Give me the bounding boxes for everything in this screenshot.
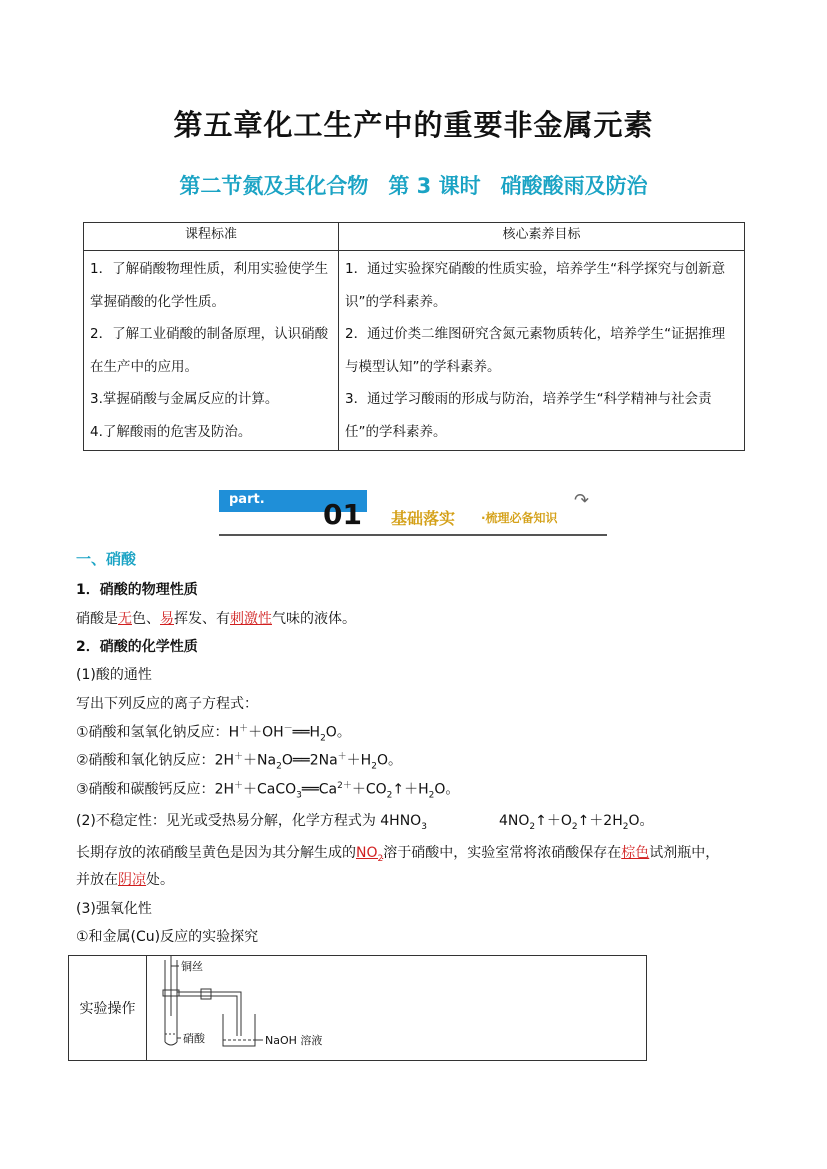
nitric-acid-label: 硝酸 bbox=[183, 1032, 205, 1045]
page-subtitle bbox=[0, 170, 827, 200]
experiment-table bbox=[68, 955, 647, 1061]
copper-experiment-heading: ①和金属(Cu)反应的实验探究 bbox=[76, 929, 259, 945]
section-heading: 一、硝酸 bbox=[76, 550, 137, 568]
course-standards-cell bbox=[84, 251, 339, 451]
banner-subtitle: ·梳理必备知识 bbox=[481, 511, 558, 525]
answer-blank: 易 bbox=[160, 611, 174, 627]
page-title: 第五章化工生产中的重要非金属元素 bbox=[173, 108, 654, 142]
subtitle-topic: 硝酸酸雨及防治 bbox=[500, 174, 648, 198]
experiment-label: 实验操作 bbox=[69, 956, 147, 1061]
list-item: 1．通过实验探究硝酸的性质实验，培养学生“科学探究与创新意识”的学科素养。 bbox=[345, 261, 726, 310]
core-literacy-cell bbox=[339, 251, 745, 451]
subheading-physical: 1．硝酸的物理性质 bbox=[76, 582, 198, 598]
storage-text: 长期存放的浓硝酸呈黄色是因为其分解生成的$NO_2$溶于硝酸中，实验室常将浓硝酸保存在棕色试剂瓶中， bbox=[76, 845, 720, 864]
equation-1: ①硝酸和氢氧化钠反应：$H^++OH^-══H_2O$。 bbox=[76, 724, 351, 744]
banner-title: 基础落实 bbox=[391, 509, 456, 528]
list-item: 1．了解硝酸物理性质，利用实验使学生掌握硝酸的化学性质。 bbox=[90, 261, 329, 310]
list-item: 3.掌握硝酸与金属反应的计算。 bbox=[90, 391, 279, 407]
banner-number: 01 bbox=[323, 498, 362, 531]
table-header: 课程标准 bbox=[84, 223, 339, 251]
banner-part-label: part. bbox=[229, 492, 265, 507]
answer-blank: 阴凉 bbox=[118, 872, 146, 888]
subheading-chemical: 2．硝酸的化学性质 bbox=[76, 639, 198, 655]
apparatus-diagram bbox=[147, 956, 647, 1060]
physical-properties-text: 硝酸是无色、易挥发、有刺激性气味的液体。 bbox=[76, 611, 356, 627]
copper-wire-label: 铜丝 bbox=[181, 960, 203, 973]
list-item: 2．了解工业硝酸的制备原理，认识硝酸在生产中的应用。 bbox=[90, 326, 329, 375]
equation-3: ③硝酸和碳酸钙反应：$2H^++CaCO_3══Ca^{2+}+CO_2↑+H_2O$。 bbox=[76, 781, 460, 801]
equation-2: ②硝酸和氧化钠反应：$2H^++Na_2O══2Na^++H_2O$。 bbox=[76, 752, 402, 772]
apparatus-cell bbox=[147, 956, 647, 1061]
instruction-text: 写出下列反应的离子方程式： bbox=[76, 696, 258, 712]
banner-underline bbox=[219, 534, 607, 536]
oxidizing-heading: (3)强氧化性 bbox=[76, 901, 152, 917]
naoh-label: NaOH 溶液 bbox=[265, 1034, 323, 1047]
answer-blank: 棕色 bbox=[621, 845, 650, 861]
storage-text-cont: 并放在阴凉处。 bbox=[76, 872, 174, 888]
list-item: 4.了解酸雨的危害及防治。 bbox=[90, 423, 252, 440]
answer-blank: $NO_2$ bbox=[356, 845, 384, 864]
list-item: 2．通过价类二维图研究含氮元素物质转化，培养学生“证据推理与模型认知”的学科素养。 bbox=[345, 326, 726, 375]
subtitle-section: 第二节氮及其化合物 bbox=[179, 174, 369, 198]
section-banner bbox=[219, 490, 609, 538]
list-item: 3．通过学习酸雨的形成与防治，培养学生“科学精神与社会责任”的学科素养。 bbox=[345, 391, 712, 440]
subtitle-lesson: 第 3 课时 bbox=[388, 174, 481, 198]
answer-blank: 刺激性 bbox=[230, 611, 272, 627]
table-header: 核心素养目标 bbox=[339, 223, 745, 251]
unstable-text: (2)不稳定性：见光或受热易分解，化学方程式为 $4HNO_3$ $4NO_2↑+O_2↑+2H_2O$。 bbox=[76, 813, 654, 832]
standards-table bbox=[83, 222, 745, 451]
answer-blank: 无 bbox=[118, 611, 132, 627]
acid-general-heading: (1)酸的通性 bbox=[76, 667, 152, 683]
swirl-icon: ↷ bbox=[574, 490, 590, 511]
